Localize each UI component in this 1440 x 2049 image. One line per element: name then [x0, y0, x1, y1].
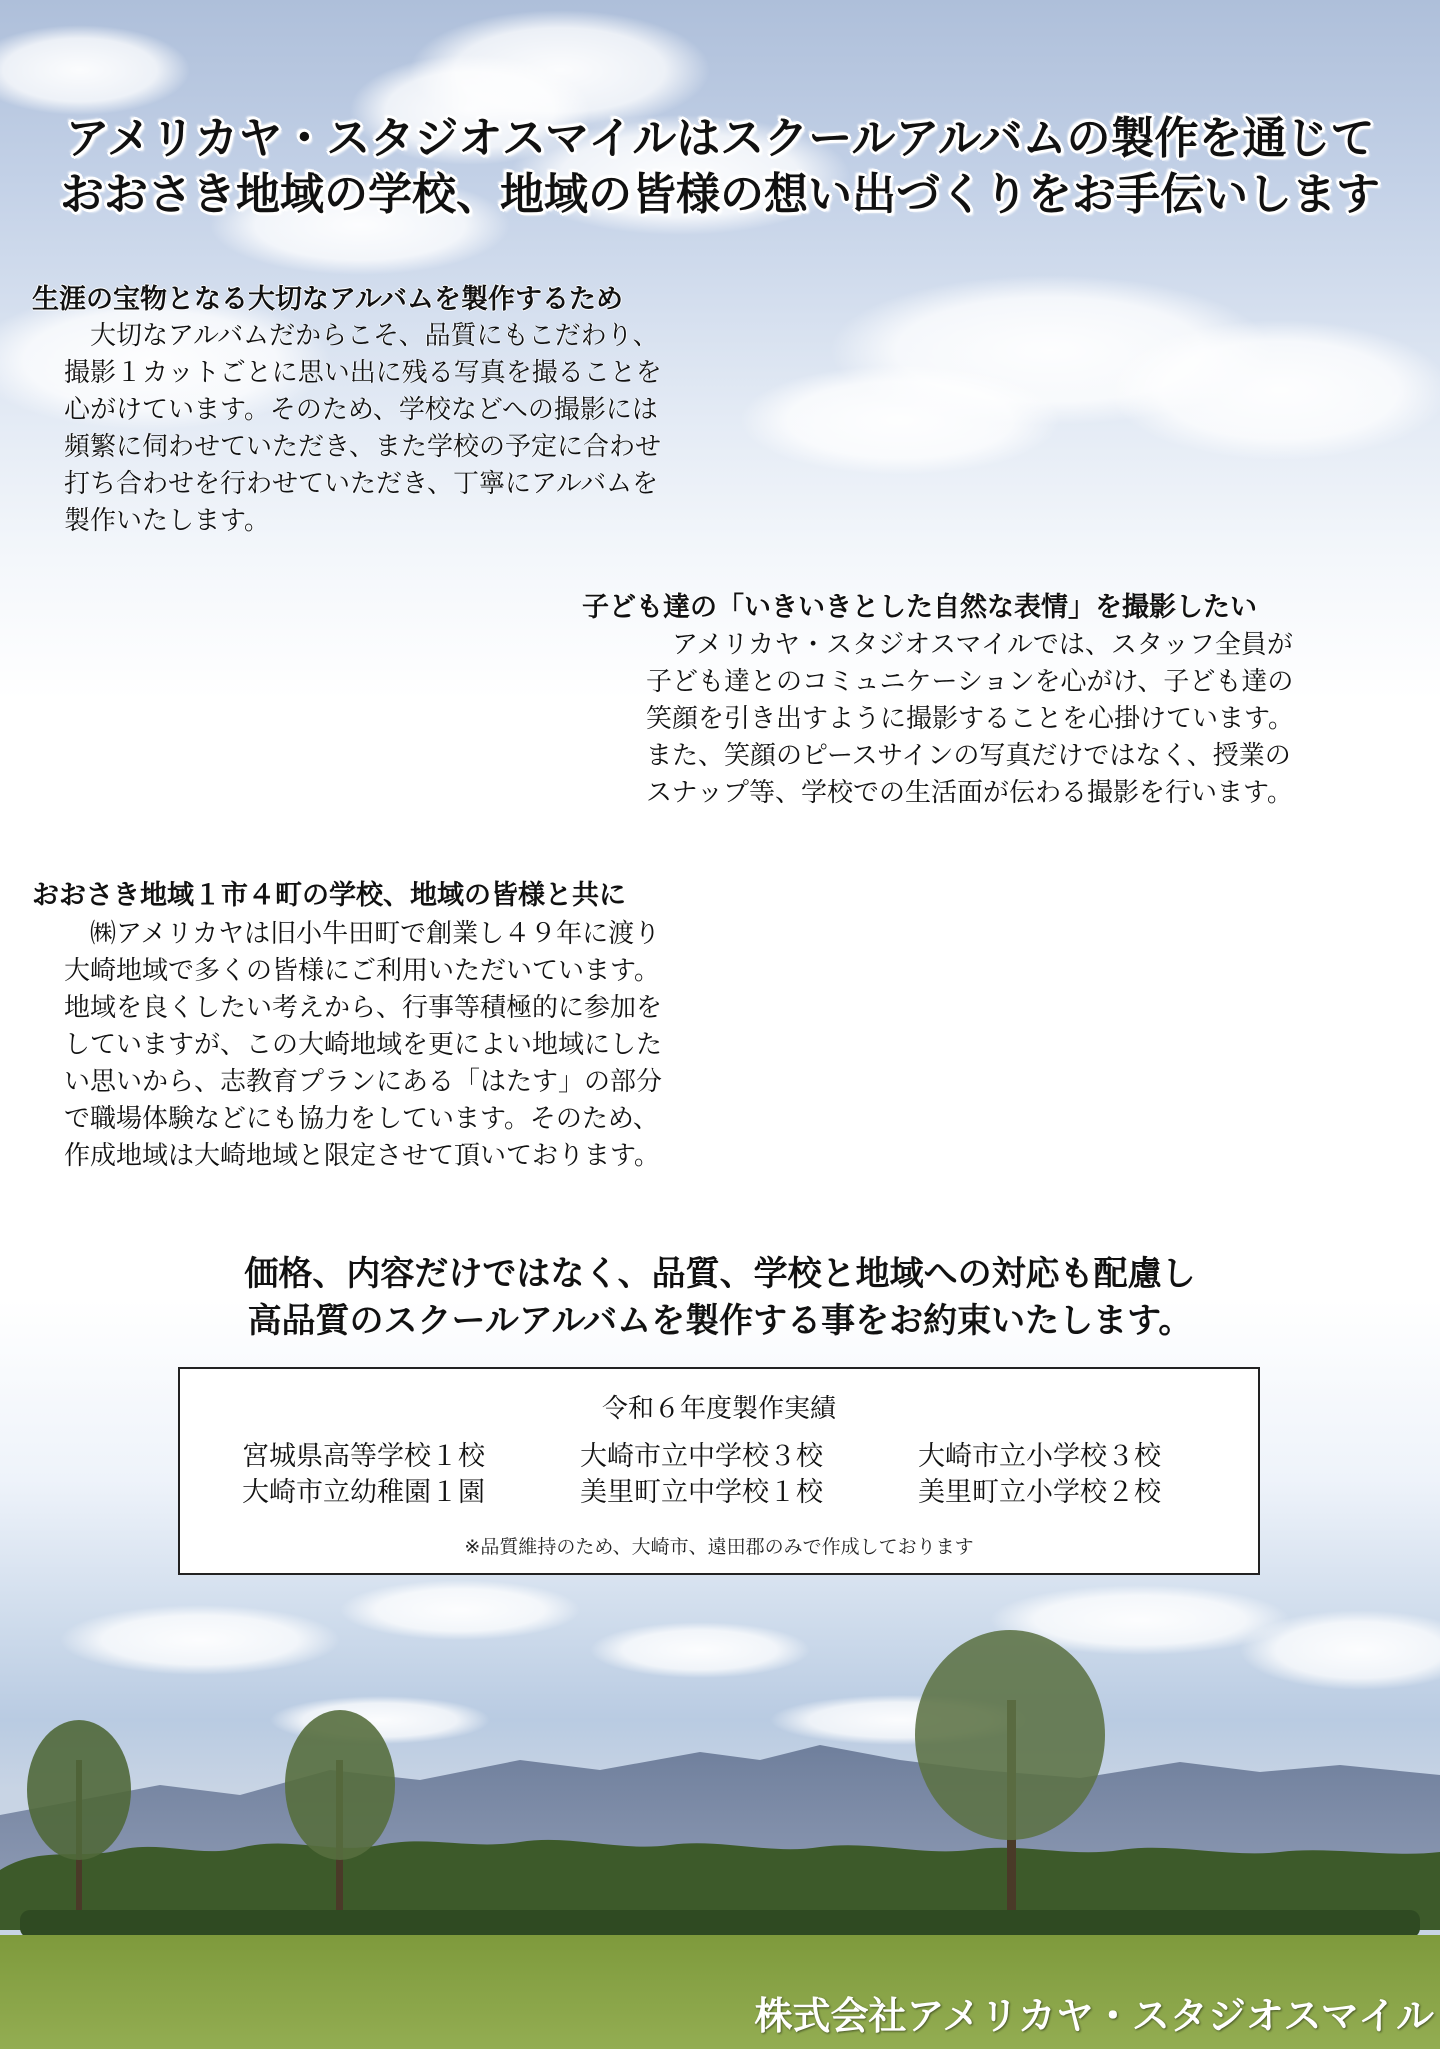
section-3-line: していますが、この大崎地域を更によい地域にした [64, 1030, 663, 1060]
section-2-line: 子ども達とのコミュニケーションを心がけ、子ども達の [646, 667, 1294, 697]
section-1-line: 撮影１カットごとに思い出に残る写真を撮ることを [64, 358, 662, 388]
section-2-line: アメリカヤ・スタジオスマイルでは、スタッフ全員が [646, 630, 1293, 660]
achievements-box [178, 1367, 1260, 1575]
headline-line-1: アメリカヤ・スタジオスマイルはスクールアルバムの製作を通じて [65, 113, 1375, 164]
achievement-item: 美里町立中学校１校 [580, 1477, 823, 1508]
promise-line-1: 価格、内容だけではなく、品質、学校と地域への対応も配慮し [244, 1254, 1196, 1294]
company-name: 株式会社アメリカヤ・スタジオスマイル [754, 1994, 1434, 2038]
achievement-item: 美里町立小学校２校 [918, 1477, 1161, 1508]
section-1-line: 心がけています。そのため、学校などへの撮影には [64, 395, 658, 425]
achievement-item: 大崎市立中学校３校 [580, 1441, 823, 1472]
section-3-line: い思いから、志教育プランにある「はたす」の部分 [64, 1067, 663, 1097]
section-1-line: 頻繁に伺わせていただき、また学校の予定に合わせ [64, 432, 661, 462]
achievements-title: 令和６年度製作実績 [601, 1394, 836, 1424]
section-3-line: 地域を良くしたい考えから、行事等積極的に参加を [64, 993, 663, 1023]
section-2-line: また、笑顔のピースサインの写真だけではなく、授業の [646, 741, 1291, 771]
achievement-item: 大崎市立幼稚園１園 [242, 1477, 485, 1508]
promise-line-2: 高品質のスクールアルバムを製作する事をお約束いたします。 [247, 1301, 1193, 1341]
section-2-line: スナップ等、学校での生活面が伝わる撮影を行います。 [646, 778, 1293, 808]
section-2-title: 子ども達の「いきいきとした自然な表情」を撮影したい [582, 592, 1257, 623]
section-2-body [646, 627, 1294, 812]
section-3-line: ㈱アメリカヤは旧小牛田町で創業し４９年に渡り [64, 919, 661, 949]
section-1-title: 生涯の宝物となる大切なアルバムを製作するため [32, 284, 624, 315]
section-3-line: 大崎地域で多くの皆様にご利用いただいています。 [64, 956, 660, 986]
section-3-line: 作成地域は大崎地域と限定させて頂いております。 [64, 1141, 660, 1171]
section-3-title: おおさき地域１市４町の学校、地域の皆様と共に [32, 880, 626, 911]
section-3-line: で職場体験などにも協力をしています。そのため、 [64, 1104, 659, 1134]
section-3-body [64, 916, 662, 1175]
headline-line-2: おおさき地域の学校、地域の皆様の想い出づくりをお手伝いします [60, 169, 1380, 220]
section-1-line: 大切なアルバムだからこそ、品質にもこだわり、 [64, 321, 659, 351]
achievements-note: ※品質維持のため、大崎市、遠田郡のみで作成しております [464, 1536, 974, 1558]
section-1-body [64, 318, 662, 540]
achievement-item: 大崎市立小学校３校 [918, 1441, 1161, 1472]
section-1-line: 製作いたします。 [64, 506, 270, 536]
section-2-line: 笑顔を引き出すように撮影することを心掛けています。 [646, 704, 1294, 734]
section-1-line: 打ち合わせを行わせていただき、丁寧にアルバムを [64, 469, 659, 499]
achievement-item: 宮城県高等学校１校 [242, 1441, 485, 1472]
